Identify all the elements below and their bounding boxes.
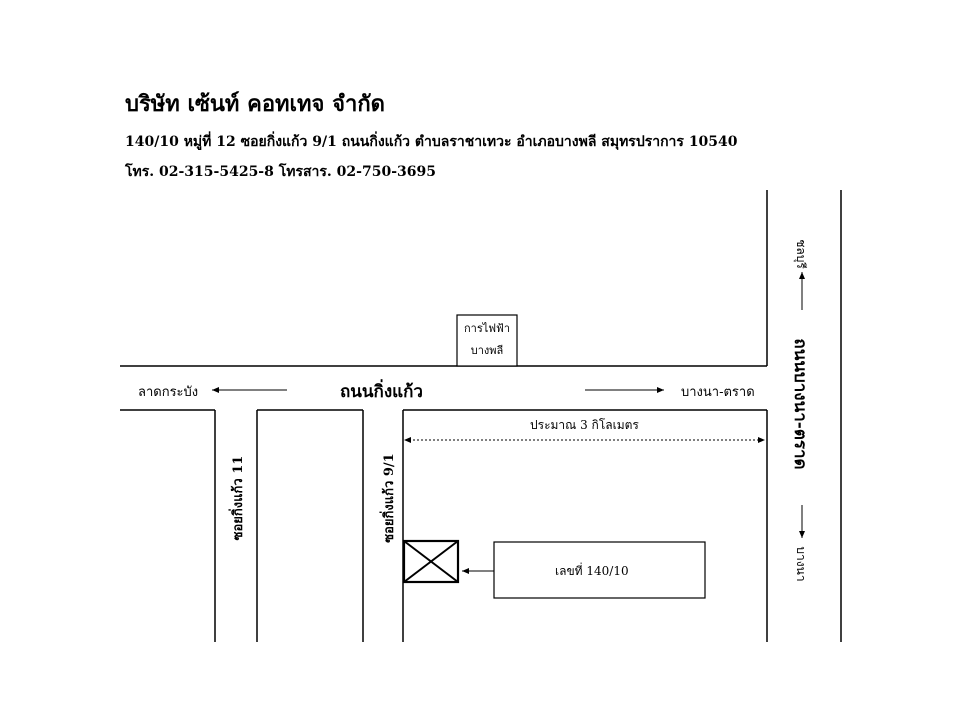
main-road-label: ถนนกิ่งแก้ว — [340, 382, 423, 402]
highway-down-label: บางนา — [794, 546, 808, 582]
destination-label: เลขที่ 140/10 — [555, 564, 629, 578]
direction-right-label: บางนา-ตราด — [681, 385, 755, 400]
highway-up-label: ชลบุรี — [794, 239, 808, 269]
landmark-label-line1: การไฟฟ้า — [463, 322, 511, 335]
highway-label: ถนนบางนา-ตราด — [790, 338, 810, 470]
company-address: 140/10 หมู่ที่ 12 ซอยกิ่งแก้ว 9/1 ถนนกิ่งแก้ว ตำบลราชาเทวะ อำเภอบางพลี สมุทรปราการ 10540 — [125, 134, 738, 150]
landmark-label-line2: บางพลี — [470, 344, 504, 357]
landmark-label — [457, 318, 517, 362]
company-contact: โทร. 02-315-5425-8 โทรสาร. 02-750-3695 — [125, 164, 436, 180]
soi-11-label: ซอยกิ่งแก้ว 11 — [231, 455, 246, 541]
soi-9-1-label: ซอยกิ่งแก้ว 9/1 — [382, 453, 397, 543]
company-name: บริษัท เซ้นท์ คอทเทจ จำกัด — [125, 91, 385, 117]
direction-left-label: ลาดกระบัง — [138, 385, 199, 400]
distance-label: ประมาณ 3 กิโลเมตร — [530, 418, 639, 432]
